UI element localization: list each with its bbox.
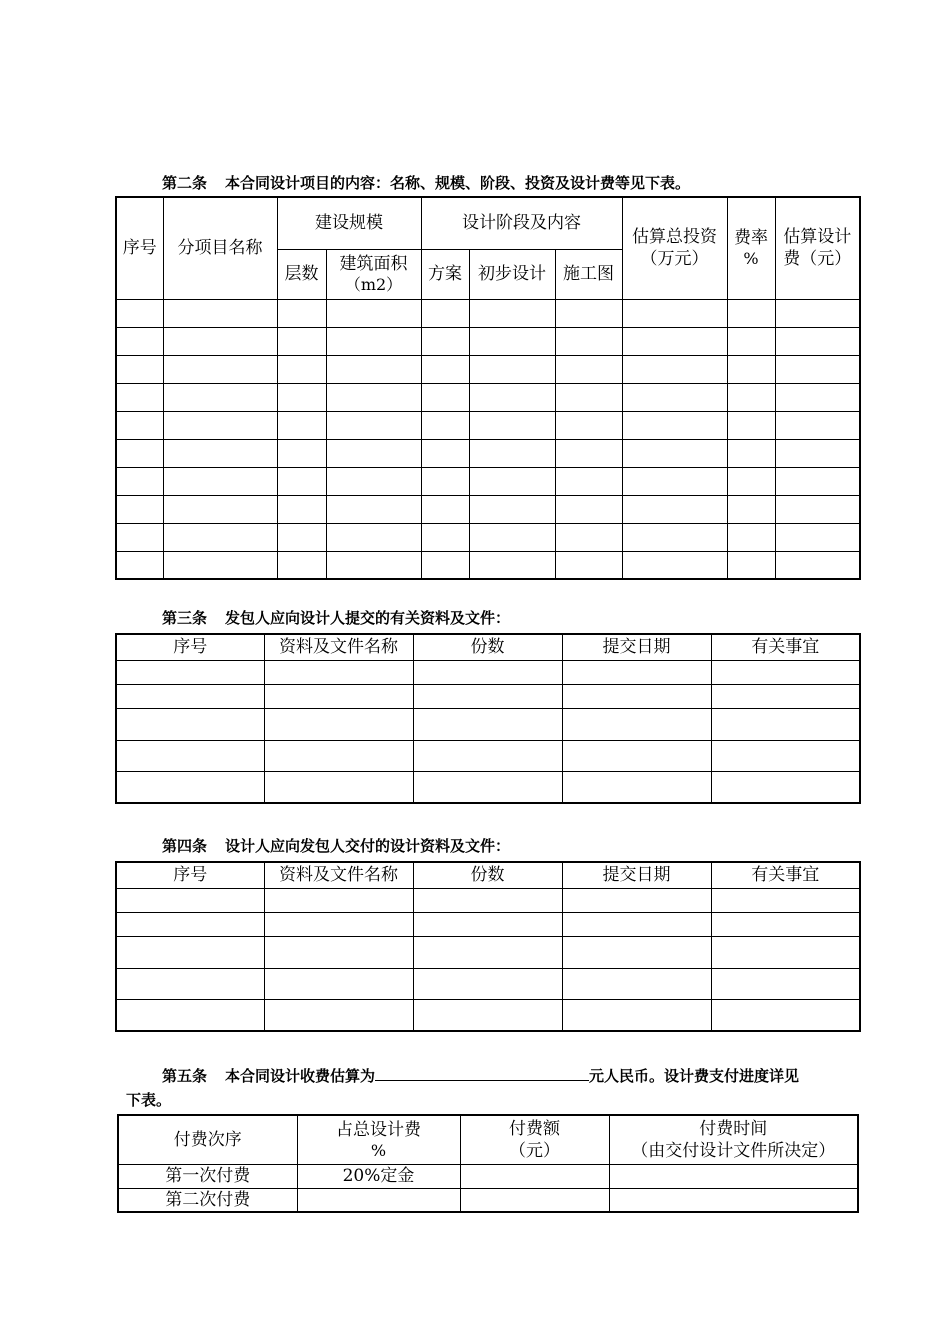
table-row bbox=[116, 355, 860, 383]
header-copies: 份数 bbox=[413, 634, 562, 660]
table-row bbox=[116, 888, 860, 912]
header-rate-label: 费率 bbox=[734, 228, 768, 249]
header-time-label: 付费时间 bbox=[699, 1118, 768, 1139]
section4-label: 第四条 bbox=[162, 837, 208, 855]
table-row bbox=[116, 912, 860, 936]
header-construction: 施工图 bbox=[555, 249, 622, 299]
header-fee-unit: 费（元） bbox=[783, 249, 852, 270]
payment-order: 第一次付费 bbox=[118, 1164, 297, 1188]
header-floors: 层数 bbox=[277, 249, 326, 299]
header-fee bbox=[775, 197, 860, 299]
table-row bbox=[116, 771, 860, 803]
section2-label: 第二条 bbox=[162, 174, 208, 192]
project-content-rows bbox=[116, 299, 860, 579]
header-order: 付费次序 bbox=[118, 1115, 297, 1164]
header-date: 提交日期 bbox=[562, 634, 711, 660]
table-row bbox=[116, 999, 860, 1031]
payment-schedule-table bbox=[117, 1114, 859, 1213]
fee-amount-blank[interactable] bbox=[375, 1066, 589, 1081]
header-date: 提交日期 bbox=[562, 862, 711, 888]
header-area-label: 建筑面积 bbox=[339, 254, 408, 274]
header-fee-label: 估算设计 bbox=[783, 227, 852, 248]
header-doc-name: 资料及文件名称 bbox=[264, 634, 413, 660]
header-notes: 有关事宜 bbox=[711, 634, 860, 660]
header-pct bbox=[297, 1115, 460, 1164]
table-row bbox=[116, 467, 860, 495]
header-invest-label: 估算总投资 bbox=[632, 227, 717, 248]
table-row bbox=[116, 684, 860, 708]
section5-text-wrap: 下表。 bbox=[126, 1091, 172, 1109]
section2-text: 本合同设计项目的内容：名称、规模、阶段、投资及设计费等见下表。 bbox=[225, 174, 691, 192]
table-row bbox=[116, 327, 860, 355]
table-row bbox=[116, 660, 860, 684]
section5-paragraph bbox=[126, 1064, 866, 1112]
project-content-table bbox=[115, 196, 861, 580]
payment-order: 第二次付费 bbox=[118, 1188, 297, 1212]
section5-text-after: 元人民币。设计费支付进度详见 bbox=[589, 1067, 800, 1085]
header-amount bbox=[460, 1115, 609, 1164]
designer-documents-table bbox=[115, 861, 861, 1032]
header-subitem: 分项目名称 bbox=[163, 197, 277, 299]
header-pct-unit: % bbox=[370, 1140, 387, 1160]
table-row bbox=[116, 708, 860, 740]
table-row bbox=[116, 299, 860, 327]
header-area-unit: （m2） bbox=[344, 275, 403, 294]
header-scale: 建设规模 bbox=[277, 197, 421, 249]
table-row bbox=[116, 439, 860, 467]
header-time bbox=[609, 1115, 858, 1164]
payment-pct bbox=[297, 1188, 460, 1212]
section3-label: 第三条 bbox=[162, 609, 208, 627]
table-row bbox=[116, 551, 860, 579]
header-amount-unit: （元） bbox=[509, 1140, 560, 1161]
table-row bbox=[116, 968, 860, 999]
table-row bbox=[118, 1188, 858, 1212]
header-invest-unit: （万元） bbox=[640, 249, 709, 270]
header-area bbox=[326, 249, 421, 299]
section4-text: 设计人应向发包人交付的设计资料及文件： bbox=[225, 837, 511, 855]
header-stage: 设计阶段及内容 bbox=[421, 197, 622, 249]
table-row bbox=[116, 411, 860, 439]
table-row bbox=[116, 740, 860, 771]
section3-text: 发包人应向设计人提交的有关资料及文件： bbox=[225, 609, 511, 627]
table-row bbox=[116, 523, 860, 551]
section5-text-before: 本合同设计收费估算为 bbox=[225, 1067, 376, 1085]
header-pct-label: 占总设计费 bbox=[336, 1119, 421, 1140]
section3-heading bbox=[162, 607, 510, 628]
table-row bbox=[116, 383, 860, 411]
header-rate-unit: % bbox=[743, 249, 759, 269]
header-time-note: （由交付设计文件所决定） bbox=[631, 1140, 836, 1161]
table-row bbox=[118, 1164, 858, 1188]
header-seq: 序号 bbox=[116, 197, 163, 299]
header-amount-label: 付费额 bbox=[509, 1118, 560, 1139]
header-prelim: 初步设计 bbox=[469, 249, 555, 299]
table-row bbox=[116, 936, 860, 968]
section5-label: 第五条 bbox=[162, 1067, 208, 1085]
payment-pct: 20%定金 bbox=[297, 1164, 460, 1188]
header-seq: 序号 bbox=[116, 862, 264, 888]
header-scheme: 方案 bbox=[421, 249, 469, 299]
table-row bbox=[116, 495, 860, 523]
header-seq: 序号 bbox=[116, 634, 264, 660]
section4-heading bbox=[162, 835, 510, 856]
header-notes: 有关事宜 bbox=[711, 862, 860, 888]
client-documents-table bbox=[115, 633, 861, 804]
header-copies: 份数 bbox=[413, 862, 562, 888]
header-doc-name: 资料及文件名称 bbox=[264, 862, 413, 888]
section2-heading bbox=[162, 172, 690, 193]
header-rate bbox=[727, 197, 775, 299]
header-invest bbox=[622, 197, 727, 299]
